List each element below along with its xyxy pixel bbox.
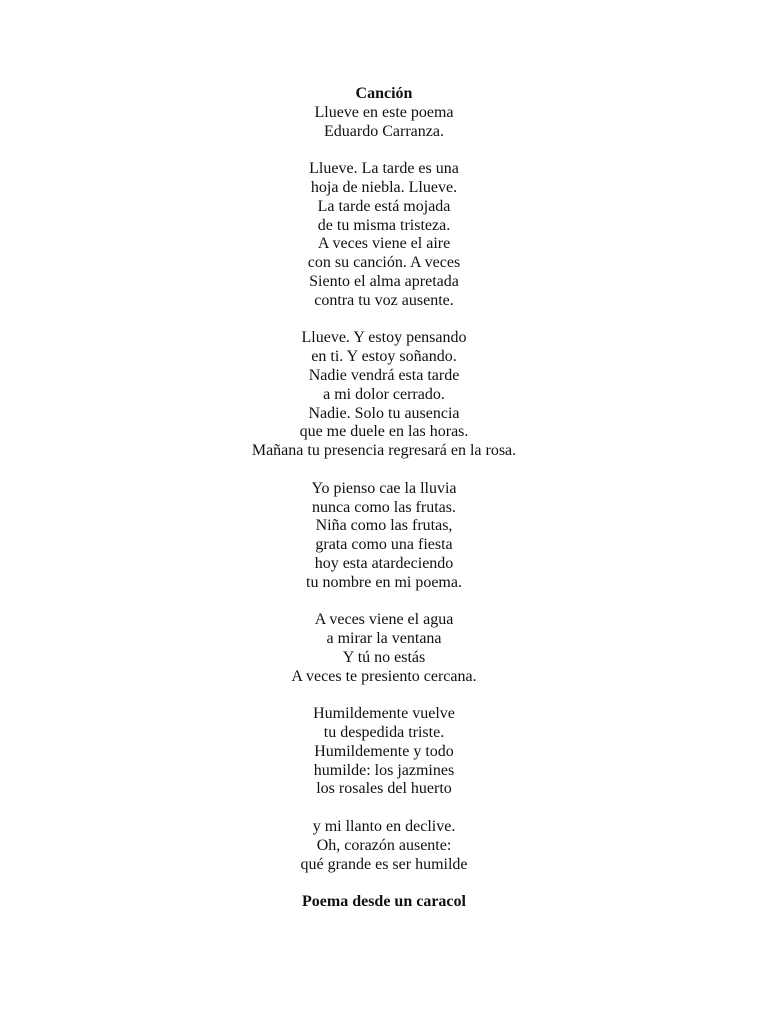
poem-line: La tarde está mojada (317, 197, 451, 215)
poem-subtitle: Llueve en este poema (314, 103, 454, 121)
stanza (0, 705, 768, 799)
poem-line: Oh, corazón ausente: (316, 836, 452, 854)
poem-line: qué grande es ser humilde (300, 855, 468, 873)
poem-line: Nadie vendrá esta tarde (308, 366, 460, 384)
poem-line: Llueve. La tarde es una (309, 160, 459, 178)
poem-line: Mañana tu presencia regresará en la rosa. (251, 442, 517, 460)
poem-line: A veces te presiento cercana. (291, 667, 477, 685)
poem-line: a mirar la ventana (326, 630, 442, 648)
poem-line: humilde: los jazmines (313, 761, 455, 779)
poem-author: Eduardo Carranza. (324, 122, 444, 140)
poem-line: Niña como las frutas, (315, 517, 453, 535)
poem-line: grata como una fiesta (315, 536, 453, 554)
poem-line: contra tu voz ausente. (314, 291, 454, 309)
poem-line: tu nombre en mi poema. (306, 573, 462, 591)
poem-line: Siento el alma apretada (309, 272, 459, 290)
poem-line: de tu misma tristeza. (317, 216, 451, 234)
poem-line: nunca como las frutas. (312, 498, 456, 516)
stanza (0, 818, 768, 874)
poem-line: Humildemente vuelve (313, 705, 455, 723)
poem-line: que me duele en las horas. (299, 423, 469, 441)
poem-line: a mi dolor cerrado. (323, 385, 445, 403)
poem-line: Yo pienso cae la lluvia (311, 479, 457, 497)
poem-line: y mi llanto en declive. (312, 818, 456, 836)
stanza (0, 160, 768, 310)
poem-line: los rosales del huerto (316, 780, 452, 798)
poem-line: Y tú no estás (342, 648, 426, 666)
poem-title: Canción (355, 85, 413, 102)
poem-line: Humildemente y todo (314, 742, 454, 760)
poem-line: tu despedida triste. (323, 724, 445, 742)
poem-line: con su canción. A veces (307, 254, 461, 272)
poem-line: A veces viene el aire (317, 235, 451, 253)
poem-line: Nadie. Solo tu ausencia (308, 404, 460, 422)
stanza (0, 480, 768, 593)
poem-line: A veces viene el agua (314, 611, 454, 629)
poem-line: en ti. Y estoy soñando. (311, 348, 457, 366)
poem-line: hoja de niebla. Llueve. (310, 178, 458, 196)
next-poem-title: Poema desde un caracol (302, 893, 466, 911)
stanza (0, 329, 768, 461)
poem-line: Llueve. Y estoy pensando (301, 329, 467, 347)
stanza (0, 611, 768, 686)
poem-line: hoy esta atardeciendo (314, 554, 454, 572)
poem-page (0, 85, 768, 912)
